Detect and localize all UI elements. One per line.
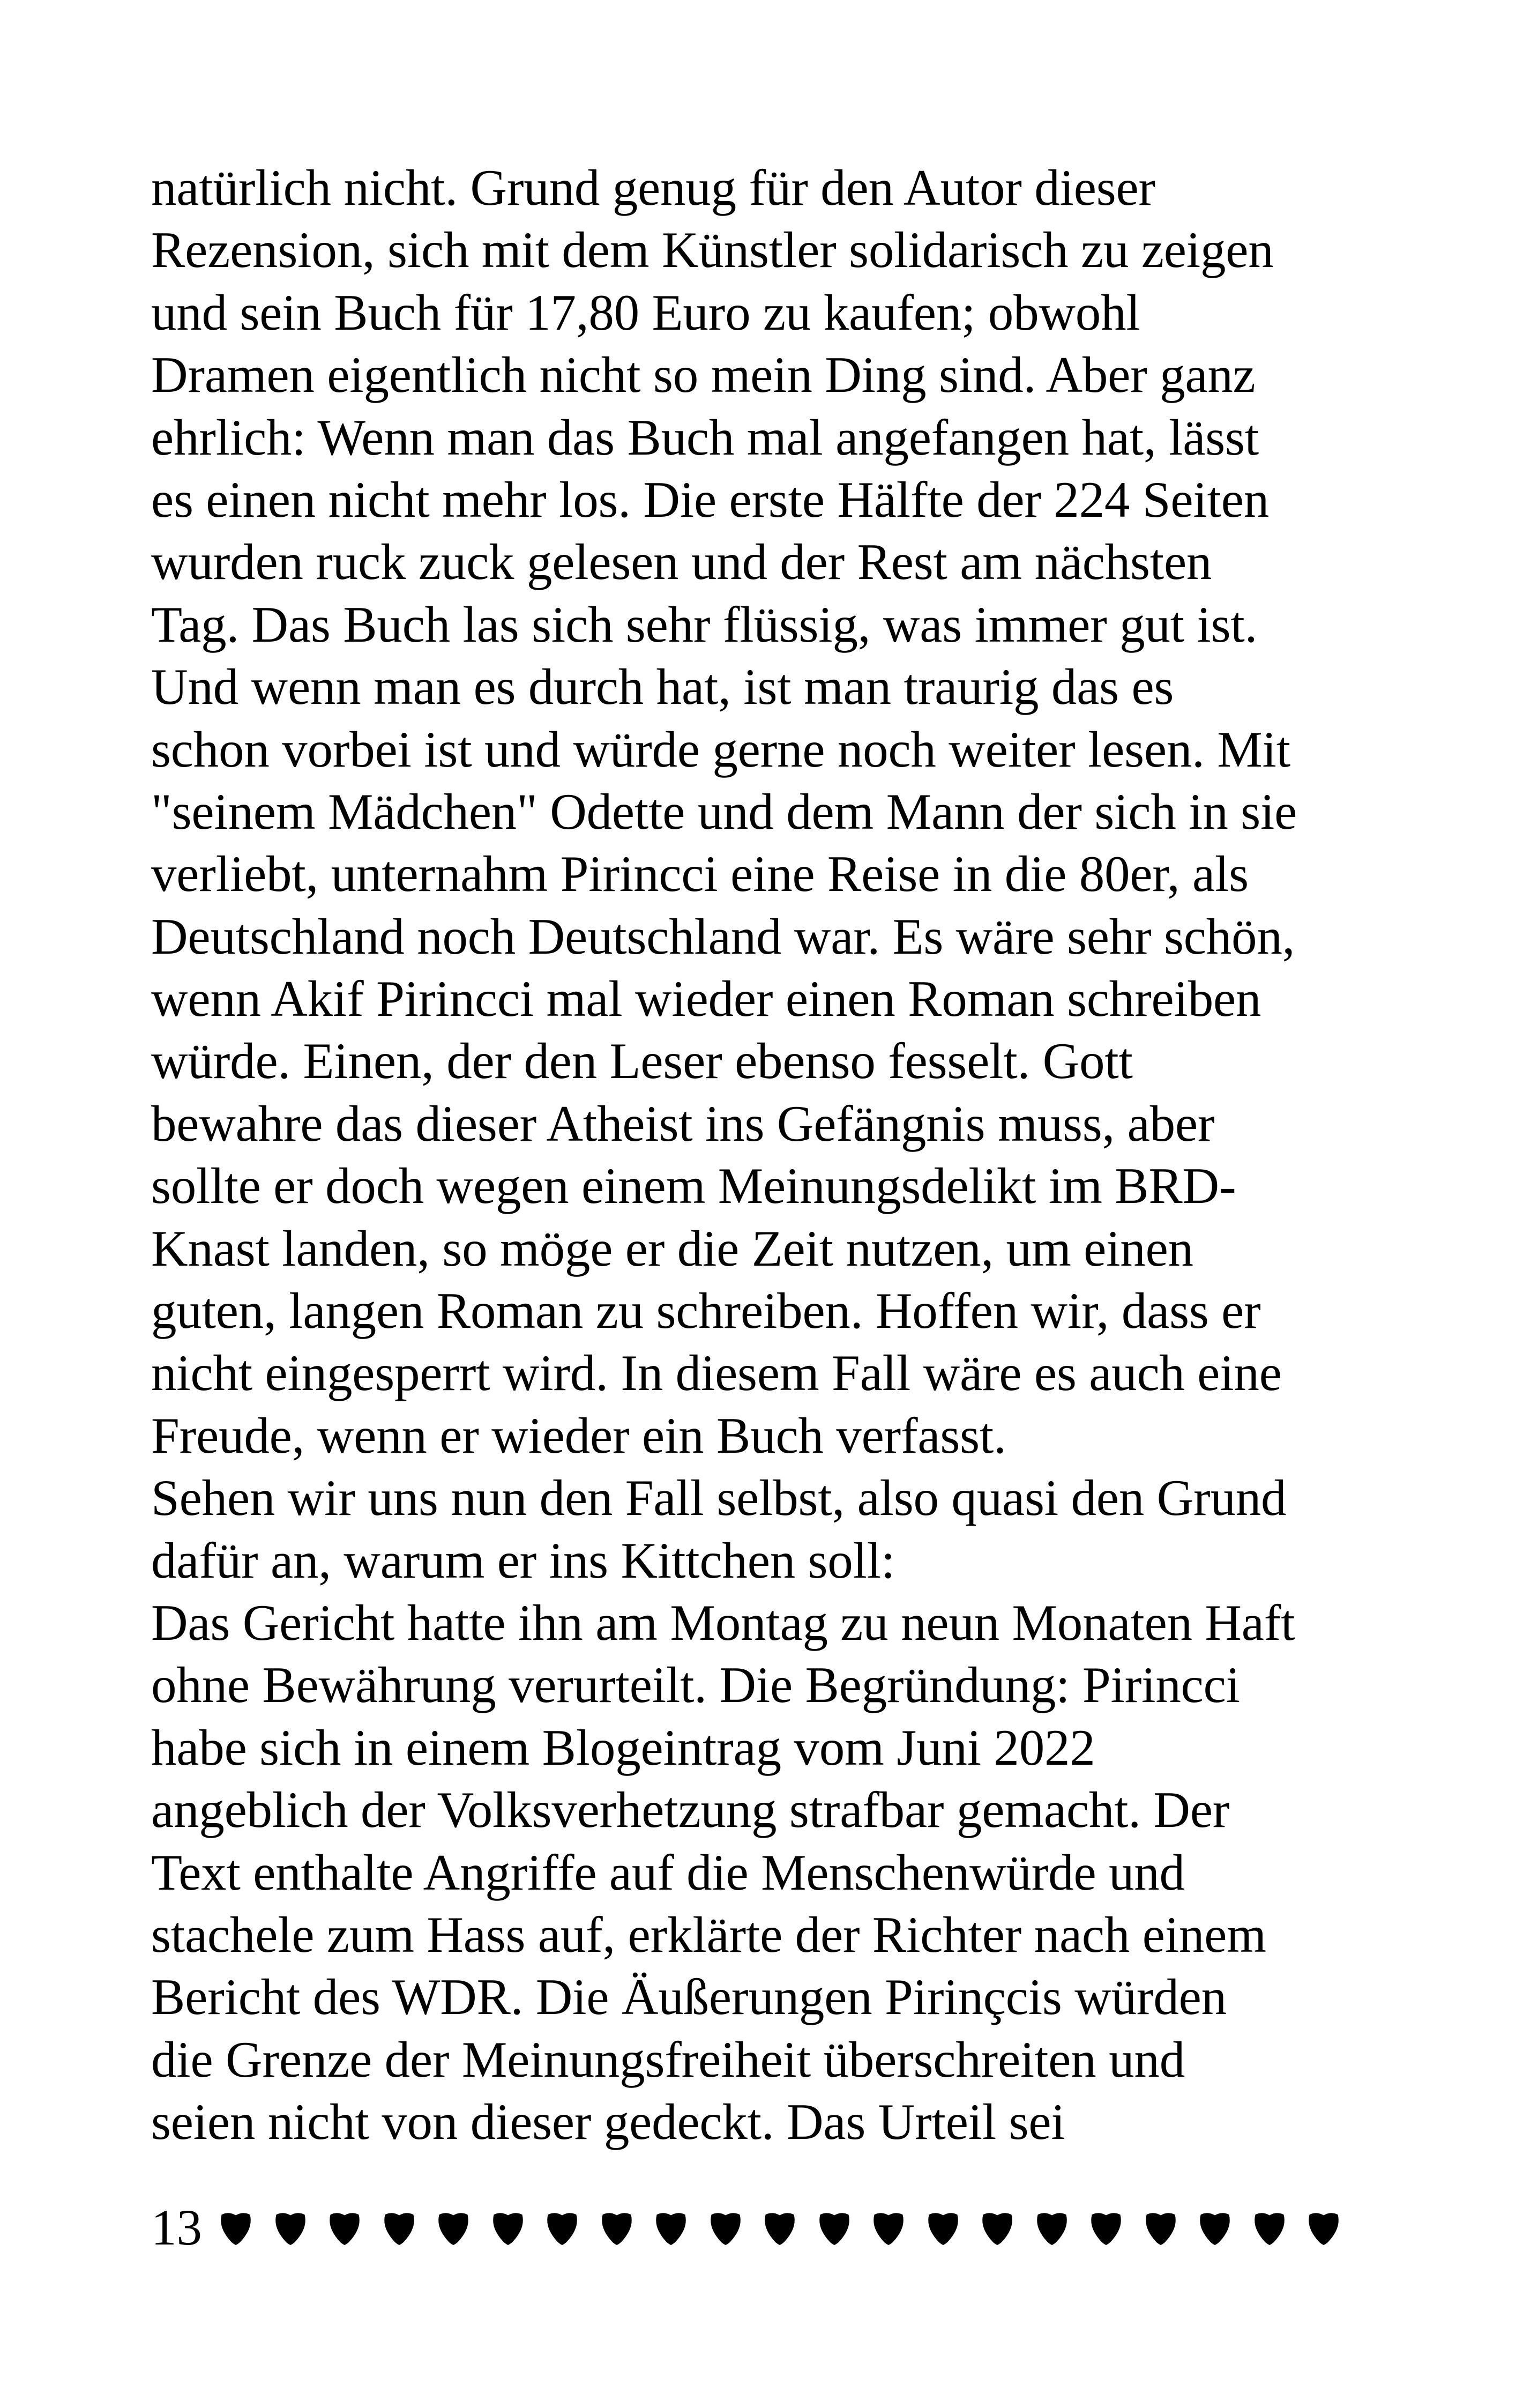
text-line: es einen nicht mehr los. Die erste Hälfte der 224 Seiten [151, 471, 1270, 528]
text-line: Tag. Das Buch las sich sehr flüssig, was immer gut ist. [151, 596, 1258, 653]
leaf-ornament-icon [871, 2210, 906, 2245]
text-line: ehrlich: Wenn man das Buch mal angefangen hat, lässt [151, 408, 1259, 466]
body-text [151, 157, 1384, 2153]
leaf-ornament-icon [544, 2210, 580, 2245]
leaf-ornament-icon [1252, 2210, 1287, 2245]
text-line: dafür an, warum er ins Kittchen soll: [151, 1532, 895, 1589]
leaf-ornament-icon [327, 2210, 362, 2245]
page-footer [151, 2195, 1361, 2260]
leaf-ornament-icon [382, 2210, 417, 2245]
text-line: nicht eingesperrt wird. In diesem Fall wäre es auch eine [151, 1344, 1282, 1402]
text-line: verliebt, unternahm Pirincci eine Reise in die 80er, als [151, 845, 1249, 903]
text-line: Bericht des WDR. Die Äußerungen Pirinçcis würden [151, 1968, 1227, 2026]
leaf-ornament-icon [980, 2210, 1015, 2245]
text-line: Deutschland noch Deutschland war. Es wäre sehr schön, [151, 908, 1295, 965]
page-number: 13 [151, 2199, 202, 2256]
text-line: bewahre das dieser Atheist ins Gefängnis muss, aber [151, 1095, 1215, 1152]
text-line: Dramen eigentlich nicht so mein Ding sind. Aber ganz [151, 346, 1256, 404]
text-line: Und wenn man es durch hat, ist man traurig das es [151, 658, 1174, 716]
leaf-ornament-icon [817, 2210, 852, 2245]
text-line: sollte er doch wegen einem Meinungsdelikt im BRD- [151, 1157, 1236, 1215]
text-line: "seinem Mädchen" Odette und dem Mann der sich in sie [151, 783, 1297, 840]
text-line: angeblich der Volksverhetzung strafbar gemacht. Der [151, 1781, 1230, 1839]
text-line: natürlich nicht. Grund genug für den Autor dieser [151, 159, 1155, 216]
leaf-ornament-icon [1143, 2210, 1178, 2245]
leaf-ornament-icon [925, 2210, 961, 2245]
leaf-ornament-icon [599, 2210, 634, 2245]
leaf-ornament-icon [436, 2210, 471, 2245]
leaf-ornament-icon [762, 2210, 797, 2245]
ornament-row [218, 2210, 1361, 2245]
text-line: Knast landen, so möge er die Zeit nutzen, um einen [151, 1220, 1193, 1277]
text-line: wenn Akif Pirincci mal wieder einen Roman schreiben [151, 970, 1261, 1028]
leaf-ornament-icon [1197, 2210, 1233, 2245]
text-line: die Grenze der Meinungsfreiheit überschreiten und [151, 2031, 1185, 2088]
leaf-ornament-icon [1034, 2210, 1070, 2245]
leaf-ornament-icon [653, 2210, 689, 2245]
text-line: ohne Bewährung verurteilt. Die Begründung: Pirincci [151, 1656, 1240, 1714]
text-line: Rezension, sich mit dem Künstler solidarisch zu zeigen [151, 221, 1274, 279]
text-line: stachele zum Hass auf, erklärte der Richter nach einem [151, 1906, 1266, 1963]
text-line: wurden ruck zuck gelesen und der Rest am nächsten [151, 533, 1212, 591]
text-line: habe sich in einem Blogeintrag vom Juni 2022 [151, 1719, 1095, 1776]
leaf-ornament-icon [273, 2210, 308, 2245]
text-line: Das Gericht hatte ihn am Montag zu neun Monaten Haft [151, 1594, 1295, 1651]
text-line: schon vorbei ist und würde gerne noch weiter lesen. Mit [151, 720, 1290, 778]
text-line: und sein Buch für 17,80 Euro zu kaufen; obwohl [151, 284, 1140, 341]
leaf-ornament-icon [490, 2210, 526, 2245]
text-line: Freude, wenn er wieder ein Buch verfasst. [151, 1407, 1006, 1464]
text-line: würde. Einen, der den Leser ebenso fesselt. Gott [151, 1032, 1133, 1090]
text-line: Sehen wir uns nun den Fall selbst, also quasi den Grund [151, 1469, 1287, 1527]
leaf-ornament-icon [708, 2210, 743, 2245]
text-line: Text enthalte Angriffe auf die Menschenwürde und [151, 1844, 1185, 1901]
text-line: seien nicht von dieser gedeckt. Das Urteil sei [151, 2093, 1065, 2151]
leaf-ornament-icon [218, 2210, 253, 2245]
leaf-ornament-icon [1088, 2210, 1124, 2245]
leaf-ornament-icon [1306, 2210, 1341, 2245]
text-line: guten, langen Roman zu schreiben. Hoffen wir, dass er [151, 1282, 1261, 1340]
